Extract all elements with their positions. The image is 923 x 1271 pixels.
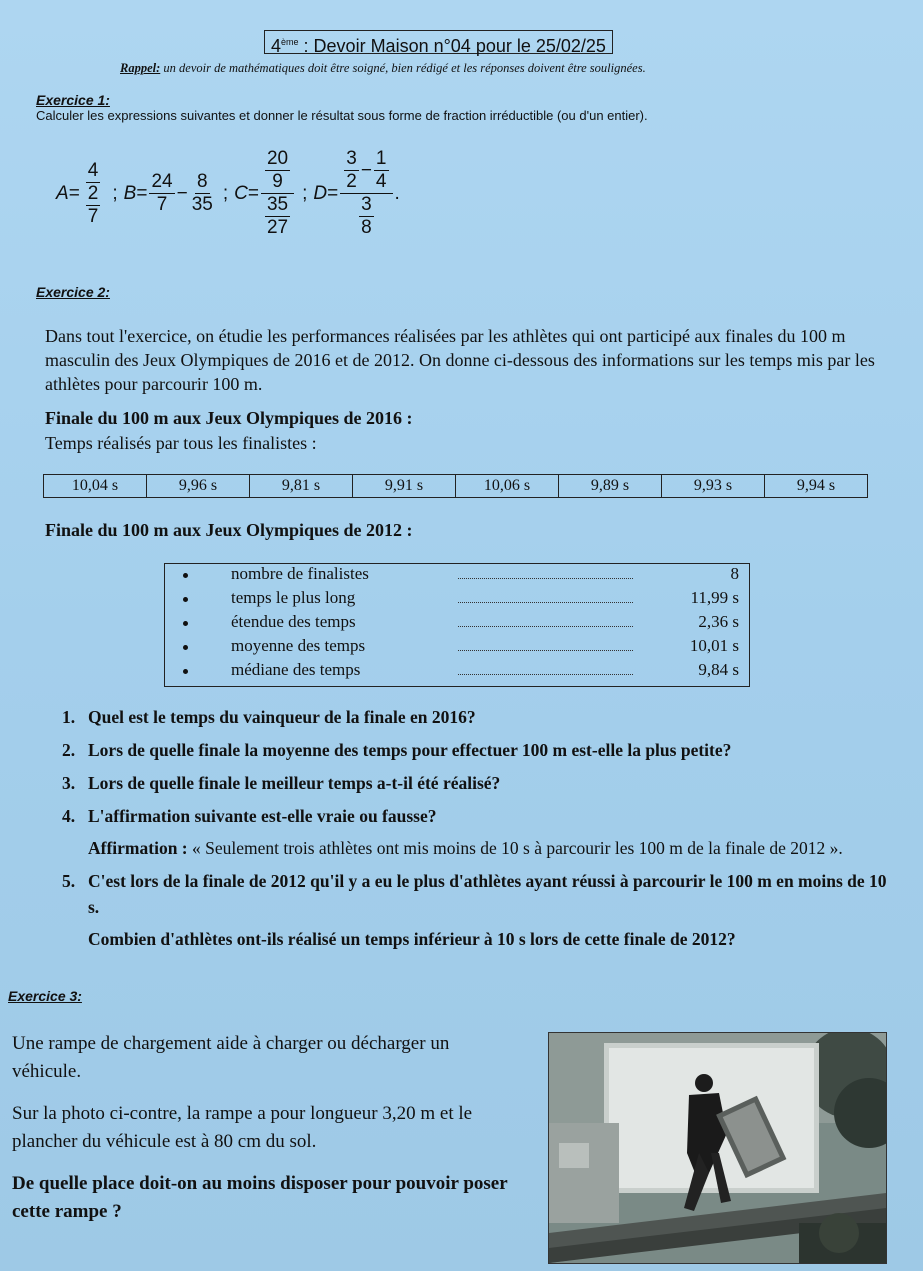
exercise-1-instructions: Calculer les expressions suivantes et donner le résultat sous forme de fraction irréductible (ou d'un entier). [36,108,648,123]
title-level-sup: ème [281,37,299,47]
exercise-3-question: De quelle place doit-on au moins disposer pour pouvoir poser cette rampe ? [12,1173,508,1222]
list-item [165,564,749,588]
exercise-3-p1: Une rampe de chargement aide à charger ou décharger un véhicule. [12,1033,450,1082]
var-d: D [313,182,328,204]
exercise-3-p2: Sur la photo ci-contre, la rampe a pour longueur 3,20 m et le plancher du véhicule est à 80 cm du sol. [12,1103,473,1152]
time-cell: 10,04 s [44,475,147,498]
d-bot-num: 3 [361,194,372,215]
bullet-icon [183,645,188,650]
final-dot: . [394,182,400,204]
final-2016-subtitle: Temps réalisés par tous les finalistes : [45,433,317,453]
b1-num: 24 [151,171,173,192]
c-numerator [261,148,294,194]
leader-dots [458,650,633,651]
rappel-label: Rappel: [120,61,161,75]
a-inner-num: 2 [87,182,99,204]
fraction-a-inner [86,183,101,228]
question-number: 4. [62,806,76,826]
a-denominator [82,183,105,228]
b2-den: 35 [191,194,213,215]
leader-dots [458,602,633,603]
stat-value: 9,84 s [698,660,739,679]
stats-2012-box [164,563,750,687]
bullet-icon [183,573,188,578]
eq-sign: = [327,182,339,204]
time-cell: 9,89 s [559,475,662,498]
bullet-icon [183,597,188,602]
time-cell: 9,91 s [353,475,456,498]
stat-value: 10,01 s [689,636,739,655]
final-2016-title: Finale du 100 m aux Jeux Olympiques de 2016 : [45,408,413,428]
fraction-c [261,148,294,239]
exercise-2-intro: Dans tout l'exercice, on étudie les performances réalisées par les athlètes qui ont participé aux finales du 100 m masculin des Jeux Olympiques de 2016 et de 2012. On donne ci-dessous des informations sur les temps mis par les athlètes pour parcourir 100 m. [45,326,875,394]
question-text: Lors de quelle finale la moyenne des temps pour effectuer 100 m est-elle la plus petite? [88,740,732,760]
time-cell: 10,06 s [456,475,559,498]
c-top-den: 9 [272,171,283,192]
eq-sign: = [68,182,80,204]
ramp-photo [548,1032,887,1264]
list-item [165,660,749,684]
exercise-3-title: Exercice 3: [8,988,82,1004]
var-a: A [56,182,69,204]
question-3 [62,770,892,796]
question-number: 3. [62,773,76,793]
fraction-d [340,148,392,239]
minus-sign: − [176,182,188,204]
var-c: C [234,182,248,204]
b1-den: 7 [156,194,168,215]
c-bot-den: 27 [266,217,289,238]
fraction-c-bottom [265,194,290,239]
leader-dots [458,626,633,627]
separator: ; [302,182,308,204]
list-item [165,612,749,636]
a-numerator: 4 [87,159,99,181]
d-bot-den: 8 [361,217,372,238]
fraction-d2 [374,148,389,193]
leader-dots [458,578,633,579]
d2-den: 4 [375,171,387,192]
rappel-note [120,61,646,76]
question-text: Lors de quelle finale le meilleur temps a-t-il été réalisé? [88,773,501,793]
d2-num: 1 [375,148,387,169]
time-cell: 9,96 s [147,475,250,498]
question-number: 2. [62,740,76,760]
bullet-icon [183,669,188,674]
stat-label: médiane des temps [231,660,361,679]
d1-num: 3 [346,148,357,169]
times-2016-table [43,474,868,498]
stat-value: 2,36 s [698,612,739,631]
question-4 [62,803,892,861]
d1-den: 2 [346,171,357,192]
exercise-2-title: Exercice 2: [36,284,110,300]
time-cell: 9,93 s [662,475,765,498]
question-5-followup: Combien d'athlètes ont-ils réalisé un temps inférieur à 10 s lors de cette finale de 2012? [88,929,736,949]
c-top-num: 20 [266,148,289,169]
fraction-a [82,160,105,228]
c-denominator [261,194,294,239]
question-5 [62,868,892,952]
exercise-1-title: Exercice 1: [36,92,110,108]
page-title [264,30,613,54]
stat-value: 11,99 s [690,588,739,607]
eq-sign: = [247,182,259,204]
fraction-c-top [265,148,290,193]
question-number: 5. [62,871,76,891]
question-text: L'affirmation suivante est-elle vraie ou fausse? [88,806,437,826]
fraction-d-bottom [359,194,374,239]
eq-sign: = [136,182,148,204]
stat-label: temps le plus long [231,588,356,607]
separator: ; [112,182,118,204]
title-level: 4 [271,36,282,56]
minus-sign: − [360,159,372,181]
exercise-1-formulas [56,148,400,239]
stat-label: moyenne des temps [231,636,366,655]
affirmation-label: Affirmation : [88,838,188,858]
stat-label: étendue des temps [231,612,356,631]
time-cell: 9,94 s [765,475,868,498]
final-2012-title: Finale du 100 m aux Jeux Olympiques de 2012 : [45,520,413,540]
fraction-b1 [149,171,174,216]
question-number: 1. [62,707,76,727]
list-item [165,636,749,660]
ramp-photo-image [549,1033,886,1263]
bullet-icon [183,621,188,626]
time-cell: 9,81 s [250,475,353,498]
var-b: B [123,182,137,204]
d-denominator [355,194,378,239]
separator: ; [222,182,229,204]
table-row [44,475,868,498]
d-numerator [340,148,392,194]
fraction-d1 [344,148,359,193]
leader-dots [458,674,633,675]
affirmation-text: « Seulement trois athlètes ont mis moins de 10 s à parcourir les 100 m de la finale de 2012 ». [187,838,843,858]
fraction-b2 [190,171,215,216]
b2-num: 8 [196,171,208,192]
question-text: Quel est le temps du vainqueur de la finale en 2016? [88,707,476,727]
c-bot-num: 35 [266,194,289,215]
stat-value: 8 [730,564,739,583]
exercise-3-text [12,1030,522,1240]
a-inner-den: 7 [87,205,99,227]
rappel-text: un devoir de mathématiques doit être soigné, bien rédigé et les réponses doivent être soulignées. [160,61,646,75]
title-text: : Devoir Maison n°04 pour le 25/02/25 [303,36,606,56]
stat-label: nombre de finalistes [231,564,369,583]
list-item [165,588,749,612]
exercise-2-questions [62,704,892,959]
question-1 [62,704,892,730]
question-text: C'est lors de la finale de 2012 qu'il y a eu le plus d'athlètes ayant réussi à parcourir le 100 m en moins de 10 s. [88,871,887,917]
question-2 [62,737,892,763]
